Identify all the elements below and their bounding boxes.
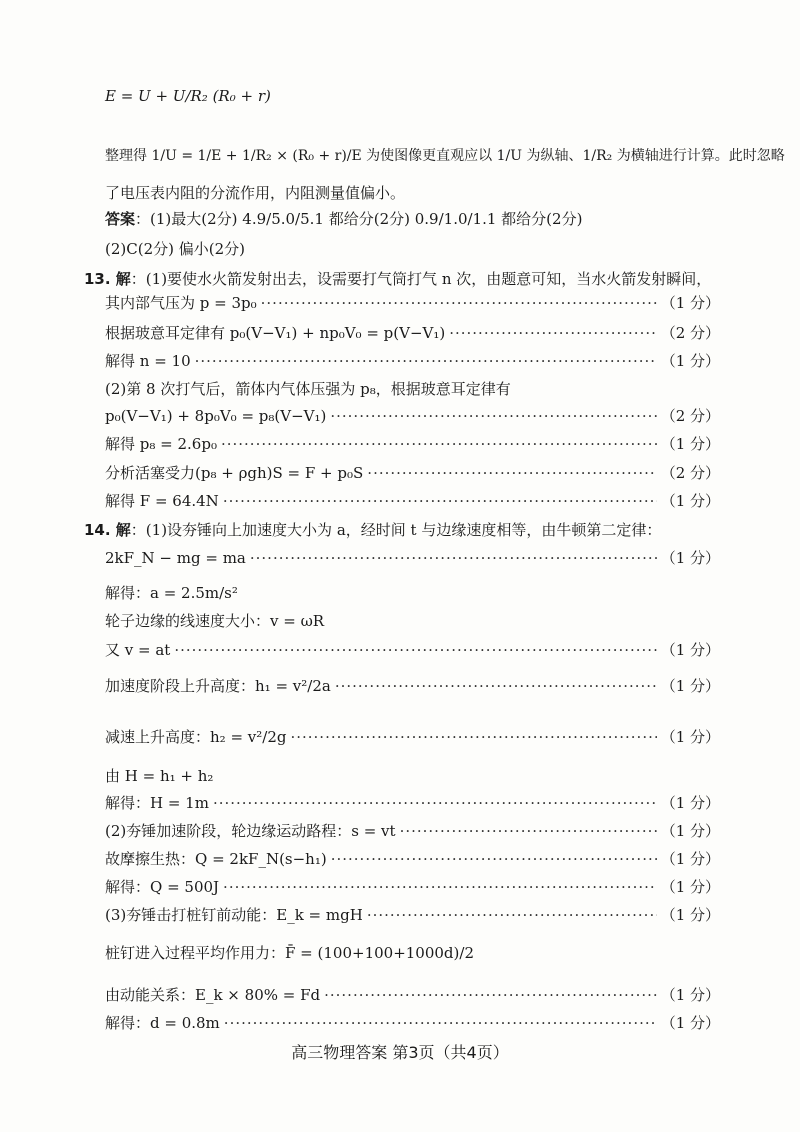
score: （1 分） [660, 294, 720, 312]
score: （1 分） [660, 435, 720, 453]
leader-dots [335, 675, 657, 697]
q14-line-13: (3)夯锤击打桩钉前动能：E_k = mgH ····· （1 分） [105, 904, 720, 926]
q14-line-3: 解得：a = 2.5m/s² [105, 584, 238, 602]
score: （1 分） [660, 906, 720, 924]
score: （2 分） [660, 464, 720, 482]
q14-line-9: 解得：H = 1m ····· （1 分） [105, 792, 720, 814]
leader-dots [324, 984, 657, 1006]
q14-line-2: 2kF_N − mg = ma ····· （1 分） [105, 547, 720, 569]
q14-line-4: 轮子边缘的线速度大小：v = ωR [105, 612, 325, 630]
leader-dots [367, 462, 656, 484]
q13-heading: 13. 解 ：(1)要使水火箭发射出去，设需要打气筒打气 n 次，由题意可知，当水火箭发射瞬间， [84, 270, 712, 288]
leader-dots [331, 848, 657, 870]
q14-line-11: 故摩擦生热：Q = 2kF_N(s−h₁) ····· （1 分） [105, 848, 720, 870]
leader-dots [213, 792, 657, 814]
score: （1 分） [660, 850, 720, 868]
score: （1 分） [660, 794, 720, 812]
q13-line-6: p₀(V−V₁) + 8p₀V₀ = p₈(V−V₁) ····· （2 分） [105, 405, 720, 427]
q14-line-5: 又 v = at ····· （1 分） [105, 639, 720, 661]
leader-dots [330, 405, 656, 427]
answer-line: 答案 ：(1)最大(2分) 4.9/5.0/5.1 都给分(2分) 0.9/1.0/1.1 都给分(2分) [105, 210, 583, 228]
leader-dots [174, 639, 656, 661]
score: （1 分） [660, 1014, 720, 1032]
answer-label: 答案 [105, 210, 136, 228]
answer-line-2: (2)C(2分) 偏小(2分) [105, 240, 245, 258]
leader-dots [224, 1012, 657, 1034]
q13-line-3: 根据玻意耳定律有 p₀(V−V₁) + np₀V₀ = p(V−V₁) ····· （2 分） [105, 322, 720, 344]
score: （2 分） [660, 407, 720, 425]
score: （2 分） [660, 324, 720, 342]
score: （1 分） [660, 822, 720, 840]
q13-line-9: 解得 F = 64.4N ····· （1 分） [105, 490, 720, 512]
text-line-2: 整理得 1/U = 1/E + 1/R₂ × (R₀ + r)/E 为使图像更直观应以 1/U 为纵轴、1/R₂ 为横轴进行计算。此时忽略 [105, 148, 785, 164]
q13-line-4: 解得 n = 10 ····· （1 分） [105, 350, 720, 372]
score: （1 分） [660, 549, 720, 567]
q14-line-8: 由 H = h₁ + h₂ [105, 767, 214, 785]
q13-number: 13. 解 [84, 270, 131, 288]
leader-dots [221, 433, 657, 455]
leader-dots [290, 726, 656, 748]
q14-line-16: 解得：d = 0.8m ····· （1 分） [105, 1012, 720, 1034]
score: （1 分） [660, 878, 720, 896]
leader-dots [195, 350, 657, 372]
leader-dots [250, 547, 657, 569]
score: （1 分） [660, 492, 720, 510]
score: （1 分） [660, 677, 720, 695]
q14-line-7: 减速上升高度：h₂ = v²/2g ····· （1 分） [105, 726, 720, 748]
leader-dots [223, 490, 657, 512]
text-line-3: 了电压表内阻的分流作用，内阻测量值偏小。 [105, 184, 406, 202]
q14-line-12: 解得：Q = 500J ····· （1 分） [105, 876, 720, 898]
q14-line-14: 桩钉进入过程平均作用力：F̄ = (100+100+1000d)/2 [105, 944, 474, 962]
score: （1 分） [660, 352, 720, 370]
formula-line-1: E = U + U/R₂ (R₀ + r) [105, 87, 271, 105]
q14-heading: 14. 解 ：(1)设夯锤向上加速度大小为 a，经时间 t 与边缘速度相等，由牛顿第二定律： [84, 521, 662, 539]
score: （1 分） [660, 641, 720, 659]
q13-line-8: 分析活塞受力(p₈ + ρgh)S = F + p₀S ····· （2 分） [105, 462, 720, 484]
leader-dots [223, 876, 657, 898]
leader-dots [367, 904, 657, 926]
page-footer: 高三物理答案 第3页（共4页） [291, 1043, 509, 1062]
score: （1 分） [660, 986, 720, 1004]
q13-line-5: (2)第 8 次打气后，箭体内气体压强为 p₈，根据玻意耳定律有 [105, 380, 511, 398]
q14-line-15: 由动能关系：E_k × 80% = Fd ····· （1 分） [105, 984, 720, 1006]
leader-dots [261, 292, 657, 314]
q14-line-10: (2)夯锤加速阶段，轮边缘运动路程：s = vt ····· （1 分） [105, 820, 720, 842]
q13-line-7: 解得 p₈ = 2.6p₀ ····· （1 分） [105, 433, 720, 455]
q14-line-6: 加速度阶段上升高度：h₁ = v²/2a ····· （1 分） [105, 675, 720, 697]
leader-dots [449, 322, 656, 344]
q13-line-2: 其内部气压为 p = 3p₀ ····· （1 分） [105, 292, 720, 314]
q14-number: 14. 解 [84, 521, 131, 539]
leader-dots [400, 820, 657, 842]
score: （1 分） [660, 728, 720, 746]
